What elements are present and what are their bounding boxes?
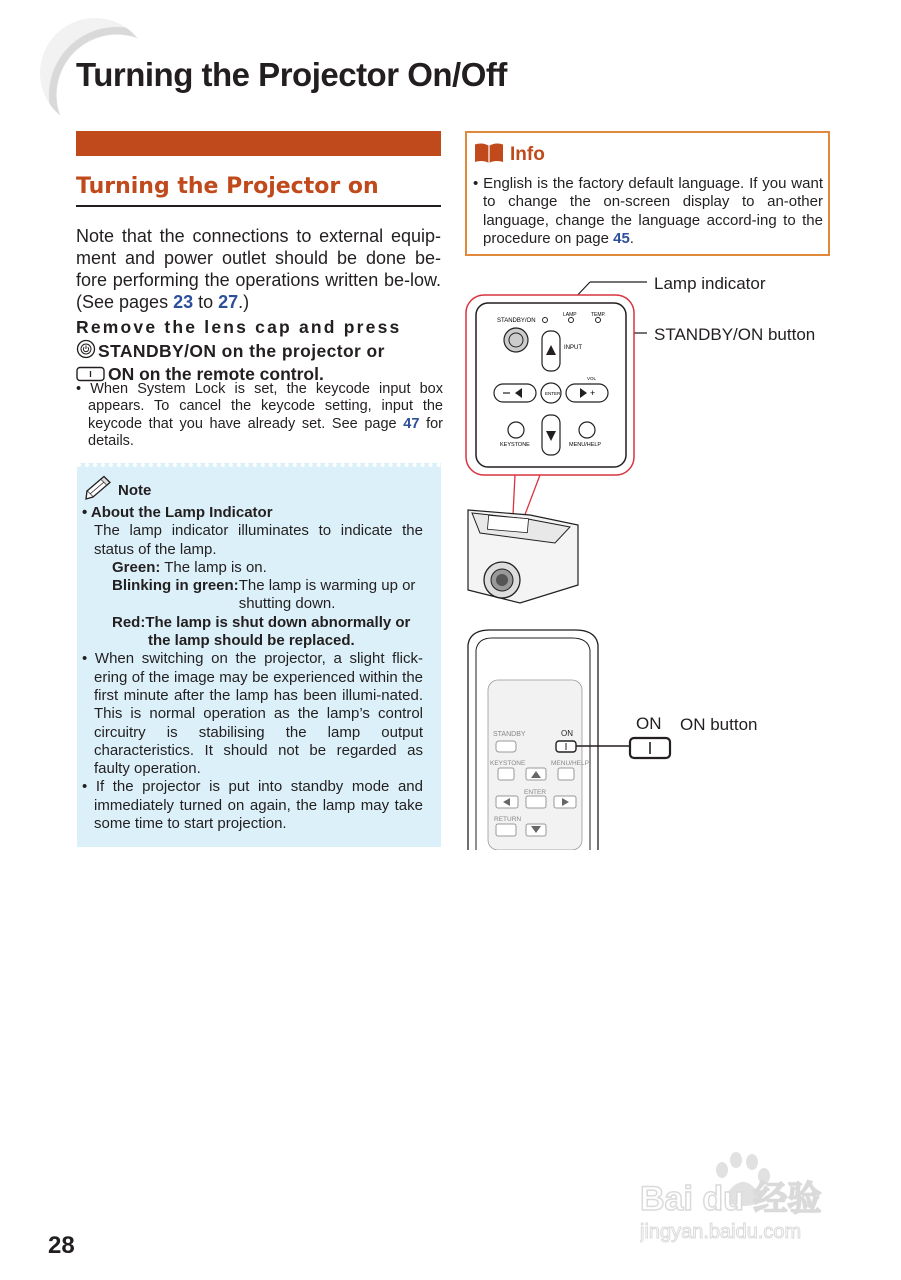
page-link-23[interactable]: 23 (173, 292, 194, 312)
pencil-note-icon (85, 475, 115, 501)
panel-menu-help-label: MENU/HELP (569, 442, 602, 448)
standby-on-button-callout: STANDBY/ON button (654, 325, 816, 344)
book-icon (474, 142, 504, 164)
page-link-47[interactable]: 47 (403, 415, 420, 432)
green-label: Green: (112, 558, 161, 576)
svg-text:+: + (590, 388, 596, 398)
blink-text: The lamp is warming up or shutting down. (238, 577, 416, 613)
note-label: Note (118, 482, 152, 499)
remote-return-label: RETURN (494, 816, 522, 823)
page-link-27[interactable]: 27 (218, 292, 239, 312)
info-body: • English is the factory default language. If you want to change the on-screen display to an-other language, change the language accord-ing to the procedure on page (473, 175, 823, 247)
note-body (82, 504, 423, 833)
page-link-45[interactable]: 45 (613, 229, 630, 247)
remote-enter-label: ENTER (524, 789, 547, 796)
remote-standby-button[interactable] (496, 741, 516, 752)
remote-return-button[interactable] (496, 824, 516, 836)
system-lock-end: for details. (88, 415, 444, 449)
red-text: Red:The lamp is shut down abnormally or the lamp should be replaced. (112, 613, 411, 650)
panel-standby-label: STANDBY/ON (497, 318, 536, 324)
page-title: Turning the Projector On/Off (76, 56, 507, 93)
menu-help-button[interactable] (579, 422, 595, 438)
panel-input-label: INPUT (564, 345, 582, 351)
intro-end: .) (238, 292, 250, 312)
lamp-indicator-callout: Lamp indicator (654, 274, 766, 293)
on-key-label-large: ON (636, 714, 662, 733)
baidu-watermark (640, 1150, 850, 1245)
info-text (473, 175, 823, 248)
intro-paragraph (76, 225, 441, 313)
note-header (85, 475, 151, 501)
info-header (474, 142, 545, 166)
standby-bullet: • If the projector is put into standby mode and immediately turned on again, the lamp may take some time to start projection. (82, 778, 423, 833)
green-text: The lamp is on. (160, 558, 267, 576)
system-lock-bullet (76, 381, 443, 450)
remote-menu-help-label: MENU/HELP (551, 760, 589, 767)
status-blinking (82, 577, 423, 614)
lamp-indicator-heading: • About the Lamp Indicator (82, 504, 273, 521)
remote-enter-button[interactable] (526, 796, 546, 808)
section-color-bar (76, 131, 441, 156)
remote-keystone-label: KEYSTONE (490, 760, 526, 767)
status-red (82, 614, 423, 651)
instruction-line-2: STANDBY/ON on the projector or (98, 340, 385, 361)
flicker-bullet: • When switching on the projector, a slight flick-ering of the image may be experienced within the first minute after the lamp has been illumi-nated. This is normal operation as the lamp’s control circuitry is stabilising the lamp output characteristics. It should not be regarded as faulty operation. (82, 650, 423, 778)
remote-on-label: ON (561, 729, 573, 738)
section-heading: Turning the Projector on (76, 174, 441, 207)
remote-standby-label: STANDBY (493, 731, 526, 738)
intro-text: Note that the connections to external equip-ment and power outlet should be done be-fore performing the operations written be-low. (See pages (76, 226, 441, 312)
system-lock-text: • When System Lock is set, the keycode input box appears. To cancel the keycode setting, input the keycode that you have already set. See page (76, 381, 443, 432)
instruction-line-3: ON on the remote control. (108, 364, 324, 384)
panel-vol-label: VOL (587, 376, 597, 381)
info-end: . (629, 229, 634, 247)
page-number: 28 (48, 1232, 75, 1259)
watermark-url: jingyan.baidu.com (640, 1221, 802, 1243)
projector-illustration (460, 265, 900, 850)
instruction-text (76, 317, 441, 388)
standby-on-button[interactable] (504, 328, 528, 352)
panel-lamp-label: LAMP (563, 312, 577, 318)
on-button-callout: ON button (680, 715, 758, 734)
keystone-button[interactable] (508, 422, 524, 438)
standby-power-icon (76, 339, 96, 365)
lamp-indicator-desc: The lamp indicator illuminates to indicate the status of the lamp. (94, 522, 423, 558)
watermark-brand: Bai du 经验 (640, 1180, 822, 1218)
panel-temp-label: TEMP. (591, 312, 606, 318)
info-label: Info (510, 144, 545, 165)
intro-to: to (193, 292, 219, 312)
panel-keystone-label: KEYSTONE (500, 442, 530, 448)
panel-enter-label: ENTER (545, 391, 561, 396)
instruction-line-1: Remove the lens cap and press (76, 317, 402, 337)
status-green (82, 559, 423, 577)
blink-label: Blinking in green: (112, 577, 239, 595)
